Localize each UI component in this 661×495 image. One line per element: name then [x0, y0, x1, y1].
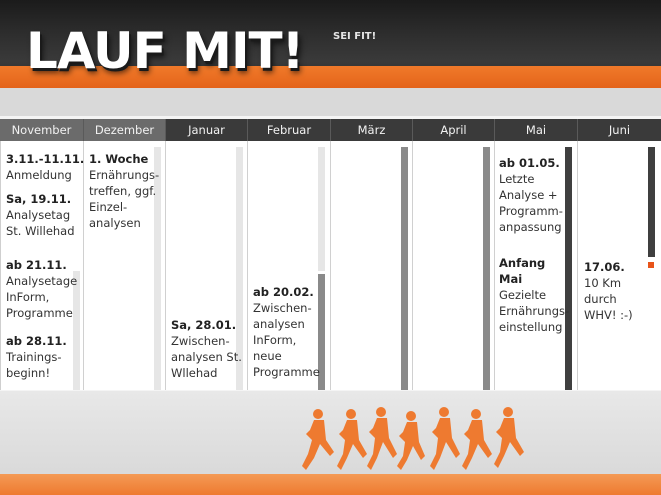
tagline: SEI FIT!: [333, 31, 377, 42]
header-gray-band: [0, 88, 661, 116]
month-februar: Februar: [248, 119, 331, 141]
progress-bar-februar-upper: [318, 147, 325, 271]
month-mai: Mai: [495, 119, 578, 141]
training-calendar: [0, 119, 661, 391]
event-letzte-analyse: ab 01.05. Letzte Analyse + Programm-anpassung: [499, 156, 563, 234]
column-januar: [166, 141, 248, 390]
progress-bar-april: [483, 147, 490, 390]
column-mai: [495, 141, 578, 390]
month-januar: Januar: [166, 119, 248, 141]
event-10km-lauf: 17.06. 10 Km durch WHV! :-): [584, 260, 633, 322]
month-maerz: März: [331, 119, 413, 141]
finish-marker-icon: [648, 262, 654, 268]
column-juni: [578, 141, 661, 390]
column-maerz: [331, 141, 413, 390]
month-header-bar: [0, 119, 661, 141]
event-anmeldung: 3.11.-11.11. Anmeldung: [6, 152, 85, 182]
event-zwischenanalysen-inform: ab 20.02. Zwischen-analysen InForm, neue Programme: [253, 285, 320, 379]
event-ernaehrungstreffen: 1. Woche Ernährungs-treffen, ggf. Einzel-analysen: [89, 152, 160, 230]
event-ernaehrungseinstellung: Anfang Mai Gezielte Ernährungs-einstellung: [499, 256, 570, 334]
event-analysetag: Sa, 19.11. Analysetag St. Willehad: [6, 192, 75, 238]
column-november: [0, 141, 84, 390]
month-november: November: [0, 119, 84, 141]
column-februar: [248, 141, 331, 390]
event-analysetage-inform: ab 21.11. Analysetage InForm, Programme: [6, 258, 78, 320]
month-dezember: Dezember: [84, 119, 166, 141]
month-april: April: [413, 119, 495, 141]
runners-silhouette-icon: [290, 400, 530, 480]
month-juni: Juni: [578, 119, 661, 141]
progress-bar-juni: [648, 147, 655, 257]
event-trainingsbeginn: ab 28.11. Trainings-beginn!: [6, 334, 67, 380]
column-dezember: [84, 141, 166, 390]
brand-logo-text: LAUF MIT!: [26, 22, 304, 80]
column-april: [413, 141, 495, 390]
calendar-columns: [0, 141, 661, 390]
page-header: [0, 0, 661, 88]
progress-bar-maerz: [401, 147, 408, 390]
event-zwischenanalysen-willehad: Sa, 28.01. Zwischen-analysen St. Wllehad: [171, 318, 242, 380]
